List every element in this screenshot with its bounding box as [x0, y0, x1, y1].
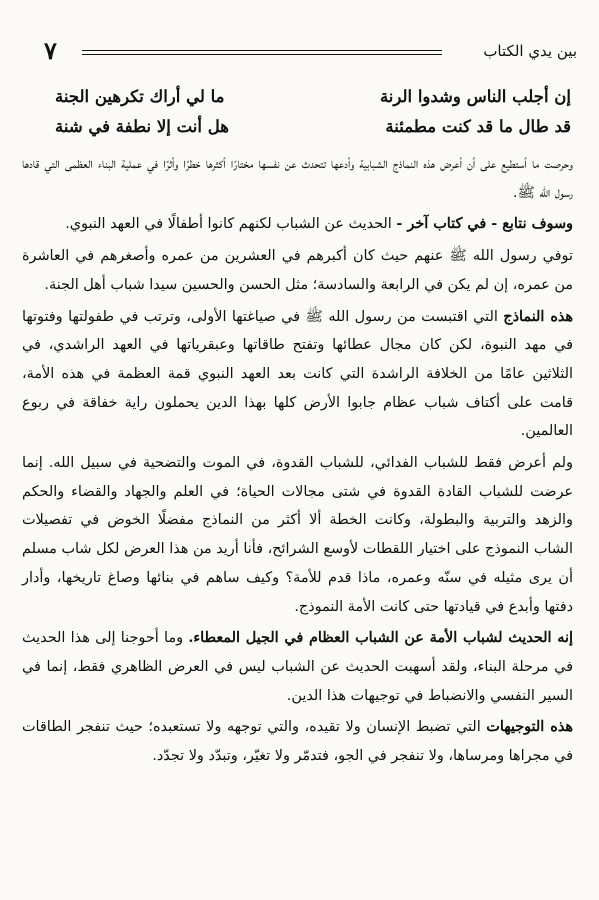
paragraph-lead: إنه الحديث لشباب الأمة عن الشباب العظام في الجيل المعطاء.	[188, 629, 574, 647]
paragraph-text: التي اقتبست من رسول الله ﷺ في صياغتها الأولى، وترتب في طفولتها وفتوتها في مهد النبوة، لكن كان مجال عطائها وتفتح طاقاتها وعبقرياتها في العهد الراشدي، في الثلاثين عامًا من الخلافة الراشدة التي كانت بعد العهد النبوي قمة العظمة في هذه الأمة، قامت على أكتاف شباب عظام جابوا الأرض كلها بهذا الدين يحملون راية خفاقة في ربوع العالمين.	[22, 308, 573, 440]
paragraph-text: ولم أعرض فقط للشباب الفدائي، للشباب القدوة، في الموت والتضحية في سبيل الله. إنما عرضت للشباب القادة القدوة في شتى مجالات الحياة؛ في العلم والجهاد والقضاء والحكم والزهد والتربية والبطولة، وكانت الخطة ألا أكثر من النماذج مفضلًا الخوض في تفصيلات الشاب النموذج على اختيار اللقطات لأوسع الشرائح، فأنا أريد من هذا العرض لكل شاب مسلم أن يرى مثيله في سنّه وعمره، ماذا قدم للأمة؟ وكيف ساهم في بنائها وصاغ تاريخها، وأدار دفتها وأبدع في قيادتها حتى كانت الأمة النموذج.	[22, 455, 573, 615]
paragraph-text: وما أحوجنا إلى هذا الحديث في مرحلة البناء، ولقد أسهبت الحديث عن الشباب ليس في العرض الظاهري فقط، إنما في السير النفسي والانضباط في توجيهات هذا الدين.	[22, 630, 573, 704]
body-text	[22, 150, 573, 774]
paragraph-text: الحديث عن الشباب لكنهم كانوا أطفالًا في العهد النبوي.	[65, 216, 397, 233]
page-number: ٧	[44, 36, 57, 65]
paragraph	[22, 242, 573, 299]
verse-line	[55, 82, 571, 112]
paragraph-text: التي تضبط الإنسان ولا تقيده، والتي توجهه ولا تستعبده؛ حيث تنفجر الطاقات في مجراها ومرساها، ولا تنفجر في الجو، فتدمّر ولا تغيّر، وتبدّد ولا تجدّد.	[22, 719, 573, 765]
poem-verses	[55, 82, 571, 142]
paragraph-text: وحرصت ما أستطيع على أن أعرض هذه النماذج الشبابية وأدعها تتحدث عن نفسها مختارًا أكثرها خطرًا وأثرًا في عملية البناء العظمى التي قادها رسول الله ﷺ.	[22, 156, 573, 201]
verse-second-hemistich: هل أنت إلا نطفة في شنة	[55, 117, 229, 136]
paragraph	[22, 210, 573, 239]
verse-first-hemistich: قد طال ما قد كنت مطمئنة	[385, 117, 571, 136]
paragraph-text: توفي رسول الله ﷺ عنهم حيث كان أكبرهم في العشرين من عمره وأصغرهم في العاشرة من عمره، إن لم يكن في الرابعة والسادسة؛ مثل الحسن والحسين سيدا شباب أهل الجنة.	[22, 248, 573, 293]
paragraph-lead: هذه التوجيهات	[486, 718, 573, 736]
paragraph-lead: هذه النماذج	[503, 307, 573, 325]
paragraph-lead: وسوف نتابع - في كتاب آخر -	[396, 215, 573, 233]
verse-line	[55, 112, 571, 142]
page-header	[30, 38, 577, 68]
verse-first-hemistich: إن أجلب الناس وشدوا الرنة	[379, 87, 571, 106]
running-title: بين يدي الكتاب	[483, 42, 577, 60]
paragraph	[22, 624, 573, 710]
header-rule	[82, 50, 442, 55]
paragraph	[22, 150, 573, 207]
paragraph	[22, 449, 573, 621]
paragraph	[22, 303, 573, 447]
paragraph	[22, 713, 573, 770]
verse-second-hemistich: ما لي أراك تكرهين الجنة	[55, 87, 225, 106]
